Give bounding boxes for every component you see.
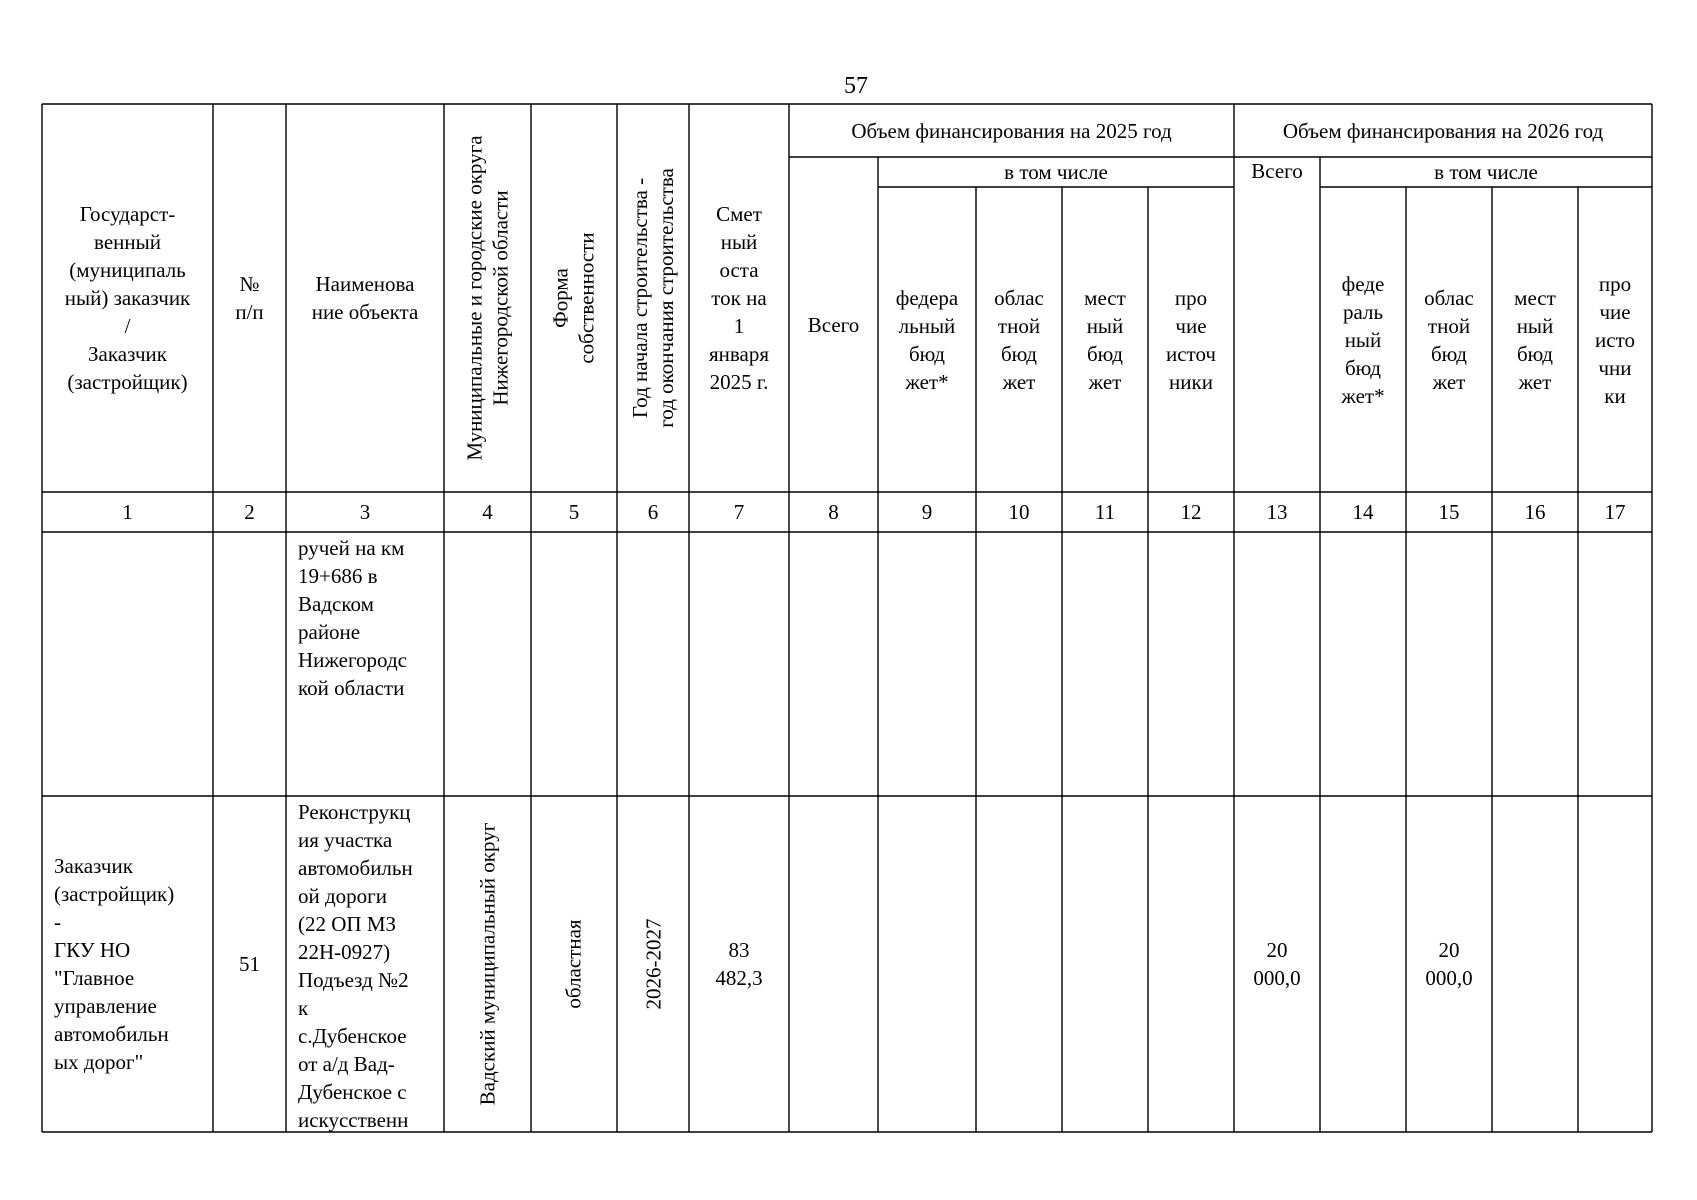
column-number: 10: [1008, 500, 1030, 524]
row-1-object-name: ручей на км 19+686 в Вадском районе Нижегородс кой области: [298, 536, 407, 700]
header-regional-2025: облас тной бюд жет: [994, 285, 1044, 394]
column-number: 2: [244, 500, 255, 524]
header-total-2026: Всего: [1251, 159, 1303, 183]
header-years: Год начала строительства - год окончания строительства: [628, 168, 679, 428]
column-number: 4: [482, 500, 493, 524]
header-federal-2025: федера льный бюд жет*: [895, 285, 959, 394]
header-district: Муниципальные и городские округа Нижегородской области: [462, 135, 513, 461]
row-2-number: 51: [239, 952, 260, 976]
row-2-total-2026: 20 000,0: [1253, 938, 1301, 990]
header-estimate: Смет ный оста ток на 1 января 2025 г.: [708, 202, 770, 394]
header-federal-2026: феде раль ный бюд жет*: [1341, 271, 1385, 408]
column-number: 11: [1094, 500, 1116, 524]
column-number: 5: [568, 500, 580, 524]
column-number: 3: [359, 500, 371, 524]
column-number: 12: [1180, 500, 1202, 524]
header-ownership: Форма собственности: [549, 232, 600, 364]
header-number: № п/п: [235, 272, 264, 324]
header-local-2025: мест ный бюд жет: [1084, 285, 1126, 394]
row-2-ownership: областная: [562, 919, 586, 1009]
header-funding-2026: Объем финансирования на 2026 год: [1282, 118, 1604, 143]
header-funding-2025: Объем финансирования на 2025 год: [851, 118, 1172, 143]
header-other-2025: про чие источ ники: [1166, 285, 1216, 394]
column-number: 6: [647, 500, 659, 524]
page-number: 57: [844, 73, 868, 99]
column-number: 13: [1266, 500, 1288, 524]
row-2-regional-2026: 20 000,0: [1425, 938, 1473, 990]
column-number: 14: [1352, 500, 1374, 524]
row-2-district: Вадский муниципальный округ: [475, 822, 500, 1106]
header-other-2026: про чие исто чни ки: [1595, 271, 1635, 408]
column-number: 15: [1438, 500, 1460, 524]
header-object-name: Наименова ние объекта: [311, 272, 419, 324]
row-2-customer: Заказчик (застройщик) - ГКУ НО "Главное управление автомобильн ых дорог": [54, 854, 175, 1074]
column-number: 17: [1604, 500, 1626, 524]
column-number: 7: [733, 500, 745, 524]
column-number: 8: [828, 500, 839, 524]
column-number: 1: [122, 500, 133, 524]
row-2-estimate: 83 482,3: [715, 938, 763, 990]
row-2-object-name: Реконструкц ия участка автомобильн ой дороги (22 ОП МЗ 22Н-0927) Подъезд №2 к с.Дубенское от а/д Вад- Дубенское с искусственн: [298, 800, 413, 1132]
column-number: 9: [921, 500, 933, 524]
row-2-years: 2026-2027: [641, 918, 665, 1010]
header-including-2026: в том числе: [1434, 160, 1538, 184]
header-local-2026: мест ный бюд жет: [1514, 285, 1556, 394]
header-including-2025: в том числе: [1004, 160, 1108, 184]
header-total-2025: Всего: [807, 312, 860, 337]
header-regional-2026: облас тной бюд жет: [1424, 285, 1474, 394]
header-customer: Государст- венный (муниципаль ный) заказчик / Заказчик (застройщик): [64, 202, 191, 394]
column-number: 16: [1524, 500, 1546, 524]
